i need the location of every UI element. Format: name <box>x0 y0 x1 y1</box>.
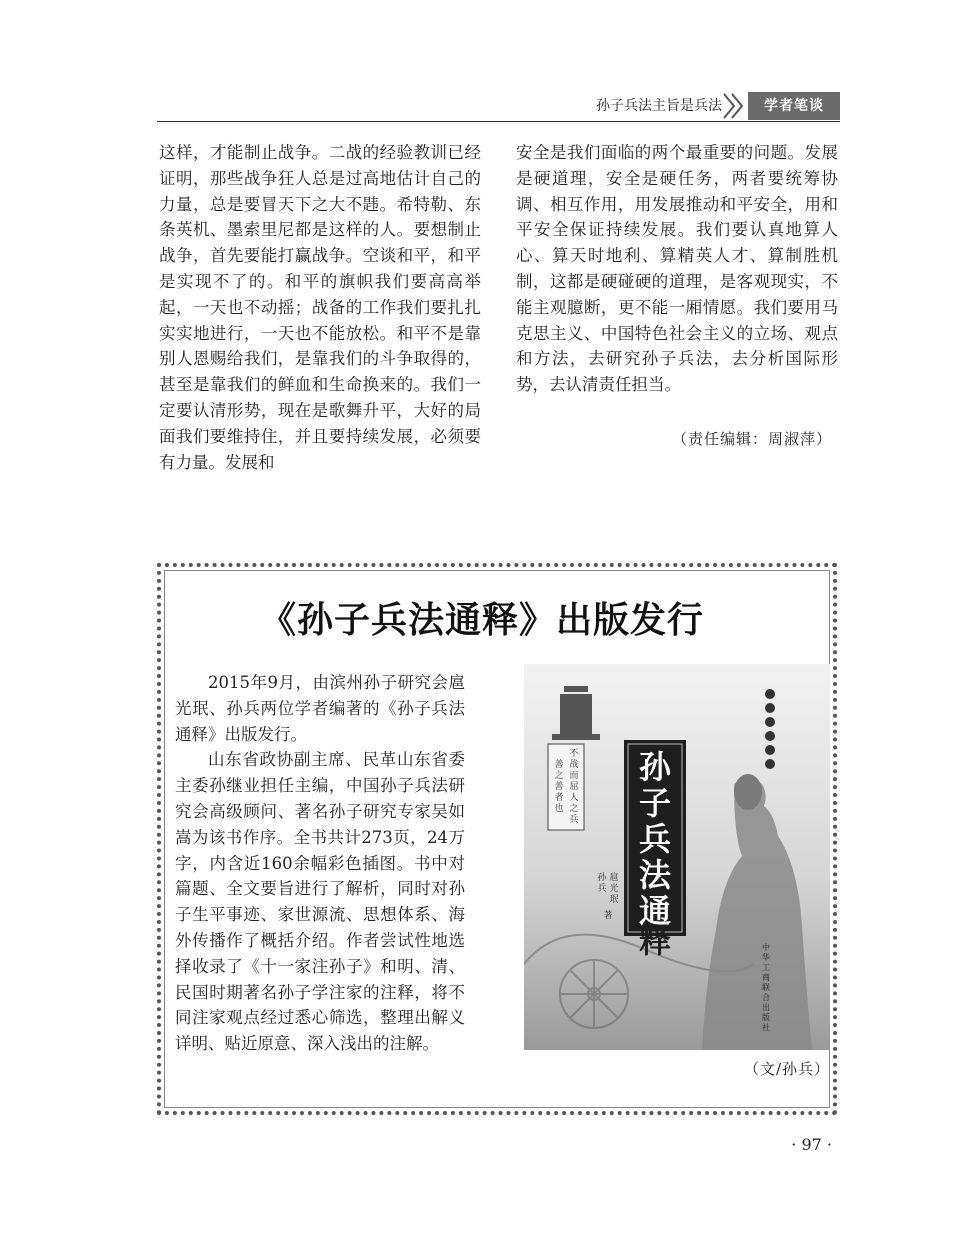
svg-text:光: 光 <box>609 884 619 894</box>
svg-text:合: 合 <box>762 993 770 1002</box>
running-title: 孙子兵法主旨是兵法 <box>596 98 722 114</box>
svg-text:之: 之 <box>554 771 564 781</box>
cover-title-char: 子 <box>638 784 672 822</box>
cover-title-char: 孙 <box>638 748 672 786</box>
svg-text:不: 不 <box>569 749 579 759</box>
svg-text:出: 出 <box>762 1003 770 1012</box>
svg-text:孙: 孙 <box>597 873 607 883</box>
svg-text:战: 战 <box>569 760 579 770</box>
svg-text:中: 中 <box>762 943 770 952</box>
svg-text:联: 联 <box>762 983 770 992</box>
svg-text:兵: 兵 <box>569 815 579 825</box>
svg-text:版: 版 <box>762 1013 770 1022</box>
svg-text:者: 者 <box>554 793 564 803</box>
svg-text:兵: 兵 <box>597 884 607 894</box>
svg-text:社: 社 <box>762 1023 770 1032</box>
svg-text:而: 而 <box>569 771 579 781</box>
chevron-icon <box>722 92 746 120</box>
announcement-paragraph-1: 2015年9月，由滨州孙子研究会扈光珉、孙兵两位学者编著的《孙子兵法通释》出版发行。 <box>175 673 465 744</box>
book-cover-art <box>524 664 830 1050</box>
svg-text:扈: 扈 <box>609 873 619 883</box>
cover-title-char: 兵 <box>638 820 672 858</box>
svg-text:珉: 珉 <box>609 895 619 905</box>
svg-text:著: 著 <box>603 911 613 921</box>
announcement-text <box>175 670 465 1057</box>
book-cover-image <box>524 664 830 1050</box>
svg-text:商: 商 <box>762 973 770 982</box>
svg-text:人: 人 <box>569 793 579 803</box>
article-right-column: 安全是我们面临的两个最重要的问题。发展是硬道理，安全是硬任务，两者要统筹协调、相互作用，用发展推动和平安全，用和平安全保证持续发展。我们要认真地算人心、算天时地利、算精英人才、算制胜机制，这都是硬碰硬的道理，是客观现实，不能主观臆断，更不能一厢情愿。我们要用马克思主义、中国特色社会主义的立场、观点和方法，去研究孙子兵法，去分析国际形势，去认清责任担当。 <box>516 143 838 395</box>
cover-title-char: 通 <box>638 892 672 930</box>
svg-text:屈: 屈 <box>569 782 579 792</box>
page-number: · 97 · <box>791 1135 832 1154</box>
page-header <box>157 92 840 122</box>
svg-text:华: 华 <box>762 953 770 962</box>
svg-text:善: 善 <box>554 782 564 792</box>
svg-text:工: 工 <box>762 963 770 972</box>
cover-title-char: 释 <box>638 922 672 960</box>
section-tab: 学者笔谈 <box>748 92 840 120</box>
header-rule <box>157 121 840 122</box>
editor-credit: （责任编辑：周淑萍） <box>671 430 832 448</box>
announcement-title: 《孙子兵法通释》出版发行 <box>259 599 704 641</box>
author-credit: （文/孙兵） <box>743 1060 830 1078</box>
article-left-column: 这样，才能制止战争。二战的经验教训已经证明，那些战争狂人总是过高地估计自己的力量，总是要冒天下之大不韪。希特勒、东条英机、墨索里尼都是这样的人。要想制止战争，首先要能打赢战争。空谈和平，和平是实现不了的。和平的旗帜我们要高高举起，一天也不动摇；战备的工作我们要扎扎实实地进行，一天也不能放松。和平不是靠别人恩赐给我们，是靠我们的斗争取得的，甚至是靠我们的鲜血和生命换来的。我们一定要认清形势，现在是歌舞升平，大好的局面我们要维持住，并且要持续发展，必须要有力量。发展和 <box>159 143 481 472</box>
svg-text:之: 之 <box>569 804 579 814</box>
announcement-paragraph-2: 山东省政协副主席、民革山东省委主委孙继业担任主编，中国孙子兵法研究会高级顾问、著名孙子研究专家吴如嵩为该书作序。全书共计273页，24万字，内含近160余幅彩色插图。书中对篇题、全文要旨进行了解析，同时对孙子生平事迹、家世源流、思想体系、海外传播作了概括介绍。作者尝试性地选择收录了《十一家注孙子》和明、清、民国时期著名孙子学注家的注释，将不同注家观点经过悉心筛选，整理出解义详明、贴近原意、深入浅出的注解。 <box>175 750 465 1054</box>
svg-text:善: 善 <box>554 760 564 770</box>
cover-title-char: 法 <box>638 856 672 894</box>
svg-text:也: 也 <box>554 804 564 814</box>
